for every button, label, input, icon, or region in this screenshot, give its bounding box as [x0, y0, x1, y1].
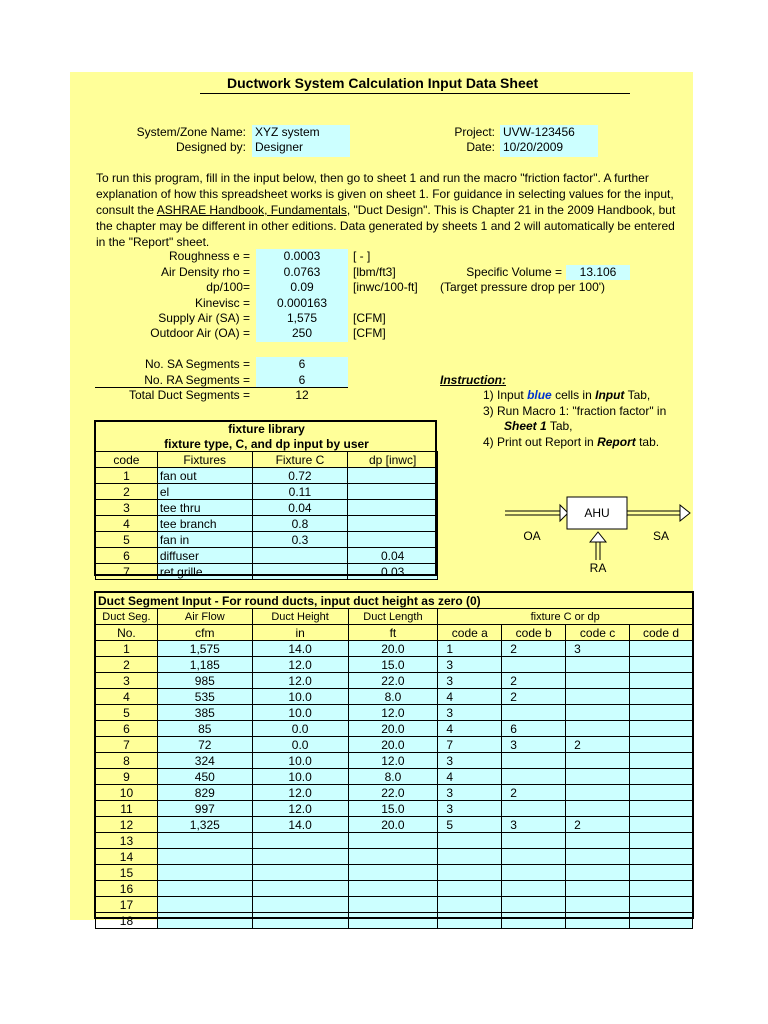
duct-cell-duct-height[interactable]: 12.0 — [252, 673, 348, 689]
duct-cell-duct-length[interactable]: 12.0 — [348, 705, 438, 721]
param-value-outdoor-air[interactable]: 250 — [291, 326, 313, 340]
duct-row — [96, 913, 693, 929]
fixture-row — [96, 468, 438, 484]
duct-cell-code-d[interactable] — [630, 865, 693, 881]
fixture-row — [96, 500, 438, 516]
duct-cell-code-b[interactable]: 2 — [502, 641, 566, 657]
step-3-number: 3) — [483, 404, 494, 418]
duct-row — [96, 785, 693, 801]
param-label-dp100: dp/100= — [206, 280, 250, 294]
fixture-dp[interactable] — [348, 500, 438, 516]
sa-segments-label: No. SA Segments = — [144, 357, 250, 371]
fixture-name[interactable]: fan in — [157, 532, 252, 548]
duct-table-title: Duct Segment Input - For round ducts, input duct height as zero (0) — [96, 593, 693, 609]
duct-col-code-b: code b — [502, 625, 566, 641]
fixture-row — [96, 516, 438, 532]
duct-cell-code-c[interactable] — [566, 673, 630, 689]
duct-row — [96, 641, 693, 657]
total-segments-value: 12 — [295, 388, 309, 402]
fixture-c[interactable] — [252, 548, 348, 564]
duct-unit-cfm: cfm — [157, 625, 252, 641]
duct-col-length: Duct Length — [348, 609, 438, 625]
fixture-name[interactable]: tee branch — [157, 516, 252, 532]
fixture-col-c: Fixture C — [252, 452, 348, 468]
fixture-row — [96, 548, 438, 564]
duct-cell-duct-height[interactable]: 0.0 — [252, 737, 348, 753]
date-label: Date: — [466, 140, 495, 154]
duct-cell-seg-no: 9 — [96, 769, 158, 785]
instruction-step-3 — [483, 404, 666, 418]
duct-cell-code-c[interactable] — [566, 657, 630, 673]
ra-segments-label: No. RA Segments = — [144, 373, 250, 387]
duct-cell-code-b[interactable]: 3 — [502, 817, 566, 833]
duct-cell-code-d[interactable] — [630, 641, 693, 657]
duct-row — [96, 753, 693, 769]
duct-cell-code-b[interactable] — [502, 881, 566, 897]
duct-cell-seg-no: 7 — [96, 737, 158, 753]
duct-cell-air-flow[interactable]: 535 — [157, 689, 252, 705]
duct-cell-code-a[interactable] — [438, 849, 502, 865]
duct-cell-air-flow[interactable]: 385 — [157, 705, 252, 721]
duct-cell-seg-no: 11 — [96, 801, 158, 817]
duct-cell-code-b[interactable] — [502, 897, 566, 913]
duct-row — [96, 865, 693, 881]
duct-cell-seg-no: 14 — [96, 849, 158, 865]
ahu-label: AHU — [584, 506, 610, 520]
ra-label: RA — [589, 561, 607, 575]
duct-cell-code-c[interactable] — [566, 865, 630, 881]
fixture-code: 4 — [96, 516, 158, 532]
duct-cell-code-a[interactable] — [438, 881, 502, 897]
fixture-c[interactable]: 0.72 — [252, 468, 348, 484]
duct-cell-duct-height[interactable]: 10.0 — [252, 689, 348, 705]
duct-row — [96, 801, 693, 817]
duct-cell-code-b[interactable] — [502, 657, 566, 673]
duct-cell-duct-length[interactable]: 22.0 — [348, 785, 438, 801]
fixture-name[interactable]: el — [157, 484, 252, 500]
fixture-row — [96, 532, 438, 548]
fixture-c[interactable]: 0.11 — [252, 484, 348, 500]
duct-cell-duct-height[interactable]: 12.0 — [252, 801, 348, 817]
duct-cell-code-c[interactable]: 2 — [566, 817, 630, 833]
duct-cell-air-flow[interactable] — [157, 913, 252, 929]
duct-cell-duct-length[interactable] — [348, 881, 438, 897]
duct-cell-code-a[interactable]: 4 — [438, 721, 502, 737]
step-3-sheet-word: Sheet 1 — [504, 419, 547, 433]
duct-cell-seg-no: 1 — [96, 641, 158, 657]
duct-row — [96, 673, 693, 689]
fixture-code: 3 — [96, 500, 158, 516]
oa-arrow-icon — [505, 505, 568, 521]
duct-cell-air-flow[interactable] — [157, 865, 252, 881]
duct-cell-duct-height[interactable] — [252, 865, 348, 881]
duct-cell-code-a[interactable] — [438, 833, 502, 849]
param-value-dp100[interactable]: 0.09 — [290, 280, 314, 294]
duct-cell-code-b[interactable]: 2 — [502, 689, 566, 705]
duct-row — [96, 881, 693, 897]
fixture-col-fixtures: Fixtures — [157, 452, 252, 468]
duct-row — [96, 817, 693, 833]
duct-cell-air-flow[interactable] — [157, 849, 252, 865]
duct-cell-code-d[interactable] — [630, 801, 693, 817]
fixture-code: 5 — [96, 532, 158, 548]
duct-cell-duct-height[interactable]: 0.0 — [252, 721, 348, 737]
duct-cell-code-d[interactable] — [630, 913, 693, 929]
param-unit-outdoor-air: [CFM] — [353, 326, 386, 340]
duct-cell-duct-height[interactable]: 12.0 — [252, 785, 348, 801]
duct-cell-air-flow[interactable]: 829 — [157, 785, 252, 801]
duct-col-code-a: code a — [438, 625, 502, 641]
duct-cell-code-d[interactable] — [630, 769, 693, 785]
ashrae-handbook-ref: ASHRAE Handbook, Fundamentals — [156, 203, 347, 217]
duct-cell-duct-height[interactable]: 14.0 — [252, 817, 348, 833]
duct-cell-air-flow[interactable]: 450 — [157, 769, 252, 785]
duct-cell-code-c[interactable] — [566, 881, 630, 897]
duct-cell-code-c[interactable] — [566, 833, 630, 849]
duct-cell-duct-height[interactable]: 14.0 — [252, 641, 348, 657]
duct-cell-code-d[interactable] — [630, 785, 693, 801]
duct-cell-code-d[interactable] — [630, 849, 693, 865]
duct-cell-air-flow[interactable]: 324 — [157, 753, 252, 769]
designed-label: Designed by: — [175, 140, 246, 154]
duct-row — [96, 849, 693, 865]
duct-cell-air-flow[interactable]: 85 — [157, 721, 252, 737]
param-label-kinevisc: Kinevisc = — [194, 296, 250, 310]
duct-row — [96, 705, 693, 721]
fixture-dp[interactable] — [348, 532, 438, 548]
duct-cell-air-flow[interactable]: 1,325 — [157, 817, 252, 833]
fixture-c[interactable]: 0.3 — [252, 532, 348, 548]
duct-cell-air-flow[interactable]: 985 — [157, 673, 252, 689]
duct-cell-seg-no: 8 — [96, 753, 158, 769]
fixture-code: 2 — [96, 484, 158, 500]
duct-cell-duct-height[interactable]: 10.0 — [252, 769, 348, 785]
fixture-name[interactable]: tee thru — [157, 500, 252, 516]
duct-cell-code-b[interactable] — [502, 849, 566, 865]
duct-cell-duct-length[interactable]: 20.0 — [348, 817, 438, 833]
duct-cell-duct-length[interactable] — [348, 865, 438, 881]
duct-cell-code-a[interactable]: 3 — [438, 801, 502, 817]
duct-cell-code-a[interactable]: 1 — [438, 641, 502, 657]
duct-cell-code-c[interactable] — [566, 785, 630, 801]
duct-cell-duct-height[interactable]: 12.0 — [252, 657, 348, 673]
duct-cell-duct-length[interactable]: 22.0 — [348, 673, 438, 689]
duct-row — [96, 897, 693, 913]
duct-cell-code-c[interactable] — [566, 897, 630, 913]
duct-cell-seg-no: 2 — [96, 657, 158, 673]
duct-cell-code-d[interactable] — [630, 657, 693, 673]
param-label-supply-air: Supply Air (SA) = — [158, 311, 250, 325]
duct-cell-code-b[interactable] — [502, 913, 566, 929]
ra-arrow-icon — [590, 532, 606, 560]
param-value-kinevisc[interactable]: 0.000163 — [276, 296, 328, 310]
page-title: Ductwork System Calculation Input Data Sheet — [227, 75, 539, 91]
duct-cell-code-c[interactable]: 3 — [566, 641, 630, 657]
duct-row — [96, 769, 693, 785]
duct-cell-code-a[interactable] — [438, 897, 502, 913]
specific-volume-value: 13.106 — [579, 265, 617, 279]
sa-arrow-icon — [627, 505, 690, 521]
duct-cell-code-a[interactable]: 3 — [438, 785, 502, 801]
duct-cell-seg-no: 5 — [96, 705, 158, 721]
duct-cell-duct-height[interactable] — [252, 849, 348, 865]
step-3-text-a: Run Macro 1: "fraction factor" in — [497, 404, 667, 418]
fixture-c[interactable] — [252, 564, 348, 580]
duct-cell-code-c[interactable] — [566, 801, 630, 817]
fixture-dp[interactable] — [348, 468, 438, 484]
duct-cell-code-a[interactable] — [438, 913, 502, 929]
fixture-col-dp: dp [inwc] — [348, 452, 438, 468]
duct-cell-code-d[interactable] — [630, 753, 693, 769]
param-unit-supply-air: [CFM] — [353, 311, 386, 325]
duct-col-code-c: code c — [566, 625, 630, 641]
step-1-number: 1) — [483, 388, 494, 402]
duct-unit-in: in — [252, 625, 348, 641]
duct-cell-code-b[interactable]: 3 — [502, 737, 566, 753]
fixture-row — [96, 484, 438, 500]
duct-cell-code-a[interactable]: 7 — [438, 737, 502, 753]
intro-text-2: , "Duct Design". This is Chapter 21 in the 2009 Handbook, but the chapter may be different in other editions. Data generated by sheets 1 and 2 will automatically be entered in the "Report" sheet. — [96, 203, 676, 249]
instruction-heading: Instruction: — [440, 373, 506, 387]
fixture-c[interactable]: 0.8 — [252, 516, 348, 532]
duct-row — [96, 737, 693, 753]
duct-cell-seg-no: 13 — [96, 833, 158, 849]
param-value-roughness[interactable]: 0.0003 — [283, 249, 321, 263]
duct-cell-code-b[interactable] — [502, 801, 566, 817]
duct-cell-code-c[interactable] — [566, 849, 630, 865]
fixture-name[interactable]: diffuser — [157, 548, 252, 564]
param-label-outdoor-air: Outdoor Air (OA) = — [150, 326, 250, 340]
ahu-diagram — [500, 490, 700, 580]
fixture-name[interactable]: ret grille — [157, 564, 252, 580]
fixture-c[interactable]: 0.04 — [252, 500, 348, 516]
duct-cell-seg-no: 12 — [96, 817, 158, 833]
duct-cell-code-c[interactable] — [566, 721, 630, 737]
step-1-text-a: Input — [497, 388, 524, 402]
step-3-text-b: Tab, — [549, 419, 573, 433]
fixture-dp[interactable] — [348, 516, 438, 532]
duct-row — [96, 657, 693, 673]
duct-segment-table — [95, 592, 693, 929]
duct-row — [96, 689, 693, 705]
duct-col-height: Duct Height — [252, 609, 348, 625]
duct-cell-code-b[interactable] — [502, 865, 566, 881]
duct-cell-code-a[interactable] — [438, 865, 502, 881]
duct-cell-code-a[interactable]: 3 — [438, 657, 502, 673]
step-4-text-a: Print out Report in — [497, 435, 594, 449]
duct-row — [96, 721, 693, 737]
duct-cell-code-c[interactable] — [566, 753, 630, 769]
duct-cell-code-b[interactable]: 2 — [502, 673, 566, 689]
ra-segments-value[interactable]: 6 — [298, 373, 306, 387]
duct-cell-air-flow[interactable]: 1,575 — [157, 641, 252, 657]
duct-cell-seg-no: 10 — [96, 785, 158, 801]
param-value-supply-air[interactable]: 1,575 — [286, 311, 318, 325]
title-underline — [200, 93, 630, 94]
duct-cell-duct-height[interactable] — [252, 897, 348, 913]
step-1-text-c: Tab, — [627, 388, 651, 402]
duct-cell-air-flow[interactable]: 72 — [157, 737, 252, 753]
param-unit-roughness: [ - ] — [353, 249, 371, 263]
duct-cell-code-b[interactable] — [502, 769, 566, 785]
duct-cell-code-c[interactable] — [566, 689, 630, 705]
duct-cell-code-d[interactable] — [630, 817, 693, 833]
duct-cell-code-b[interactable] — [502, 705, 566, 721]
duct-cell-code-b[interactable]: 6 — [502, 721, 566, 737]
duct-cell-seg-no: 17 — [96, 897, 158, 913]
duct-unit-ft: ft — [348, 625, 438, 641]
duct-row — [96, 833, 693, 849]
duct-cell-duct-length[interactable]: 20.0 — [348, 721, 438, 737]
intro-paragraph — [96, 170, 676, 250]
duct-cell-duct-length[interactable] — [348, 833, 438, 849]
duct-cell-code-d[interactable] — [630, 721, 693, 737]
duct-cell-code-d[interactable] — [630, 705, 693, 721]
param-label-density: Air Density rho = — [160, 265, 250, 279]
duct-cell-code-d[interactable] — [630, 833, 693, 849]
duct-cell-duct-length[interactable]: 15.0 — [348, 657, 438, 673]
duct-cell-code-a[interactable]: 4 — [438, 689, 502, 705]
duct-cell-duct-length[interactable]: 12.0 — [348, 753, 438, 769]
duct-cell-air-flow[interactable] — [157, 833, 252, 849]
duct-cell-duct-height[interactable] — [252, 833, 348, 849]
param-unit-dp100: [inwc/100-ft] — [353, 280, 418, 294]
step-1-blue-word: blue — [527, 388, 552, 402]
duct-cell-duct-length[interactable]: 15.0 — [348, 801, 438, 817]
duct-cell-air-flow[interactable]: 1,185 — [157, 657, 252, 673]
duct-cell-seg-no: 15 — [96, 865, 158, 881]
fixture-col-code: code — [96, 452, 158, 468]
duct-cell-seg-no: 4 — [96, 689, 158, 705]
duct-unit-no: No. — [96, 625, 158, 641]
fixture-library-subtitle: fixture type, C, and dp input by user — [164, 436, 369, 451]
duct-cell-code-a[interactable]: 4 — [438, 769, 502, 785]
duct-col-airflow: Air Flow — [157, 609, 252, 625]
designed-field[interactable]: Designer — [255, 140, 304, 154]
target-pressure-note: (Target pressure drop per 100') — [440, 280, 606, 294]
duct-cell-code-b[interactable] — [502, 833, 566, 849]
intro-text-1: To run this program, fill in the input below, then go to sheet 1 and run the macro "friction factor". A further explanation of how this spreadsheet works is given on sheet 1. For guidance in selecting values for the input, consult the — [96, 171, 674, 217]
system-label: System/Zone Name: — [136, 125, 246, 139]
duct-col-seg: Duct Seg. — [96, 609, 158, 625]
duct-cell-air-flow[interactable]: 997 — [157, 801, 252, 817]
param-unit-density: [lbm/ft3] — [353, 265, 396, 279]
duct-cell-code-c[interactable] — [566, 769, 630, 785]
duct-cell-air-flow[interactable] — [157, 897, 252, 913]
fixture-library-title: fixture library — [228, 421, 305, 436]
duct-col-code-d: code d — [630, 625, 693, 641]
system-field[interactable]: XYZ system — [255, 125, 320, 139]
duct-cell-air-flow[interactable] — [157, 881, 252, 897]
duct-cell-code-a[interactable]: 3 — [438, 753, 502, 769]
duct-cell-code-a[interactable]: 3 — [438, 673, 502, 689]
duct-cell-duct-height[interactable]: 10.0 — [252, 753, 348, 769]
step-4-number: 4) — [483, 435, 494, 449]
duct-cell-code-d[interactable] — [630, 897, 693, 913]
duct-cell-code-c[interactable]: 2 — [566, 737, 630, 753]
fixture-code: 1 — [96, 468, 158, 484]
duct-cell-seg-no: 6 — [96, 721, 158, 737]
duct-cell-duct-height[interactable] — [252, 881, 348, 897]
step-1-input-word: Input — [595, 388, 625, 402]
duct-cell-code-c[interactable] — [566, 913, 630, 929]
duct-cell-duct-length[interactable]: 8.0 — [348, 689, 438, 705]
fixture-code: 7 — [96, 564, 158, 580]
duct-cell-code-d[interactable] — [630, 673, 693, 689]
duct-cell-code-c[interactable] — [566, 705, 630, 721]
duct-cell-code-d[interactable] — [630, 737, 693, 753]
sa-label: SA — [652, 529, 670, 543]
duct-cell-code-b[interactable]: 2 — [502, 785, 566, 801]
param-label-roughness: Roughness e = — [168, 249, 250, 263]
fixture-code: 6 — [96, 548, 158, 564]
duct-cell-duct-height[interactable]: 10.0 — [252, 705, 348, 721]
duct-cell-duct-length[interactable] — [348, 849, 438, 865]
duct-cell-duct-length[interactable] — [348, 913, 438, 929]
duct-cell-seg-no: 18 — [96, 913, 158, 929]
duct-cell-seg-no: 3 — [96, 673, 158, 689]
step-4-text-b: tab. — [639, 435, 660, 449]
duct-cell-duct-length[interactable]: 8.0 — [348, 769, 438, 785]
fixture-name[interactable]: fan out — [157, 468, 252, 484]
project-field[interactable]: UVW-123456 — [503, 125, 575, 139]
fixture-library-table — [95, 421, 438, 580]
step-1-text-b: cells in — [555, 388, 592, 402]
duct-cell-code-d[interactable] — [630, 689, 693, 705]
instruction-step-1 — [483, 388, 650, 402]
instruction-step-3-cont — [504, 419, 573, 433]
duct-cell-duct-height[interactable] — [252, 913, 348, 929]
duct-cell-duct-length[interactable]: 20.0 — [348, 641, 438, 657]
fixture-row — [96, 564, 438, 580]
duct-cell-code-d[interactable] — [630, 881, 693, 897]
specific-volume-label: Specific Volume = — [466, 265, 562, 279]
duct-cell-seg-no: 16 — [96, 881, 158, 897]
date-field[interactable]: 10/20/2009 — [503, 140, 564, 154]
oa-label: OA — [523, 529, 541, 543]
duct-cell-code-a[interactable]: 3 — [438, 705, 502, 721]
duct-cell-duct-length[interactable] — [348, 897, 438, 913]
project-label: Project: — [454, 125, 495, 139]
duct-cell-duct-length[interactable]: 20.0 — [348, 737, 438, 753]
step-4-report-word: Report — [597, 435, 636, 449]
total-segments-label: Total Duct Segments = — [128, 388, 250, 402]
duct-cell-code-b[interactable] — [502, 753, 566, 769]
duct-cell-code-a[interactable]: 5 — [438, 817, 502, 833]
fixture-dp[interactable] — [348, 484, 438, 500]
fixture-dp[interactable]: 0.03 — [348, 564, 438, 580]
sa-segments-value[interactable]: 6 — [298, 357, 306, 371]
duct-col-fixture-group: fixture C or dp — [438, 609, 693, 625]
param-value-density[interactable]: 0.0763 — [283, 265, 321, 279]
fixture-dp[interactable]: 0.04 — [348, 548, 438, 564]
instruction-step-4 — [483, 435, 659, 449]
